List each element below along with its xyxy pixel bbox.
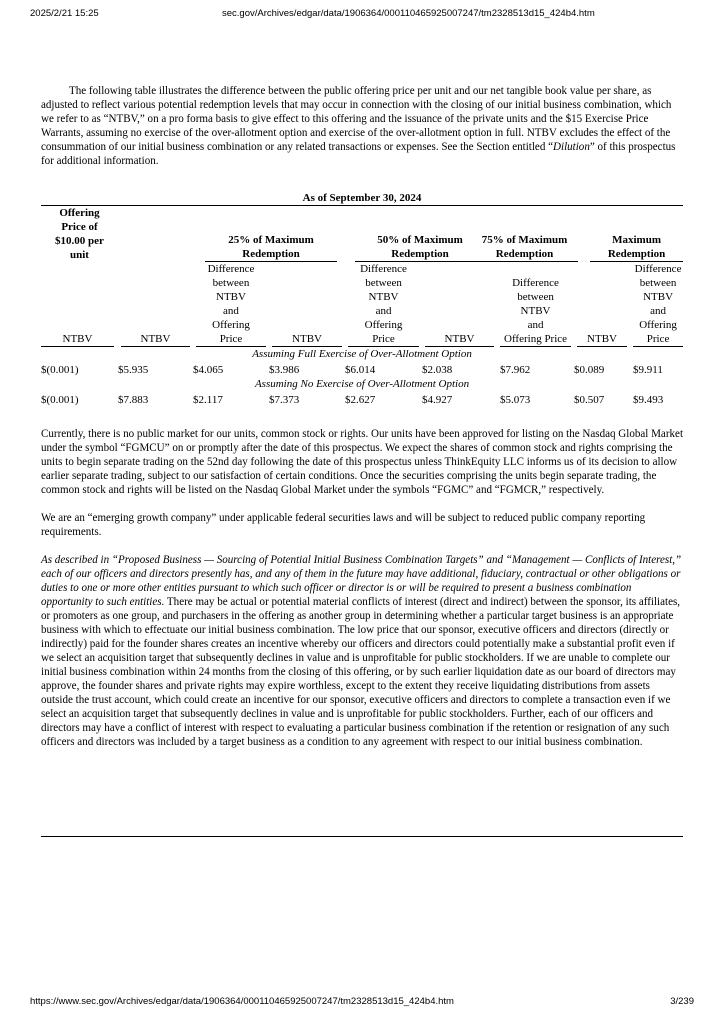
print-url-footer: https://www.sec.gov/Archives/edgar/data/1906364/000110465925007247/tm2328513d15_424b4.htm — [30, 996, 454, 1007]
table-group-header-row — [41, 206, 683, 262]
table-sub-header-row — [41, 262, 683, 347]
dilution-reference: Dilution — [553, 141, 590, 153]
ntbv-table — [41, 206, 683, 407]
table-row: $(0.001) $7.883 $2.117 $7.373 $2.627 $4.927 $5.073 $0.507 $9.493 — [41, 394, 664, 406]
market-paragraph: Currently, there is no public market for our units, common stock or rights. Our units have been approved for listing on the Nasdaq Global Market under the symbol “FGMCU” on or promptly after the date of this prospectus. We expect the shares of common stock and rights comprising the units to begin separate trading on the 52nd day following the date of this prospectus unless ThinkEquity LLC informs us of its decision to allow earlier separate trading, subject to our satisfaction of certain conditions. Once the securities comprising the units begin separate trading, the common stock and rights will be listed on the Nasdaq Global Market under the symbols “FGMC” and “FGMCR,” respectively. — [41, 428, 684, 496]
print-url-header: sec.gov/Archives/edgar/data/1906364/000110465925007247/tm2328513d15_424b4.htm — [222, 8, 595, 19]
print-timestamp: 2025/2/21 15:25 — [30, 8, 99, 19]
col-diff-50: Difference between NTBV and Offering Price — [348, 262, 419, 347]
offering-price-header: Offering Price of $10.00 per unit — [55, 207, 104, 261]
table-row: $(0.001) $5.935 $4.065 $3.986 $6.014 $2.038 $7.962 $0.089 $9.911 — [41, 364, 663, 376]
header-25-redemption: 25% of Maximum Redemption — [205, 233, 337, 262]
document-body — [41, 84, 683, 749]
col-ntbv-max: NTBV — [577, 332, 627, 347]
table-title: As of September 30, 2024 — [302, 192, 422, 204]
conflicts-italic: As described in “Proposed Business — Sourcing of Potential Initial Business Combination Targets” and “Management — Conflicts of Interest,” each of our officers and directors presently has, and any of them in the future may have additional, fiduciary, contractual or other obligations or duties to one or more other entities pursuant to which such officer or director is or will be required to present a business combination opportunity to such entities. — [41, 554, 682, 608]
page-number: 3/239 — [670, 996, 694, 1007]
col-ntbv-50: NTBV — [272, 332, 342, 347]
conflicts-text: There may be actual or potential material conflicts of interest (direct and indirect) between the sponsor, its affiliates, or promoters as one group, and purchasers in the offering as another group in determining whether a particular target business is an appropriate business with which to effectuate our initial business combination. The low price that our sponsor, executive officers and directors (directly or indirectly) paid for the founder shares creates an incentive whereby our officers and directors could potentially make a substantial profit even if we select an acquisition target that subsequently declines in value and is unprofitable for public stockholders. If we are unable to complete our initial business combination within 24 months from the closing of this offering, or by such earlier liquidation date as our board of directors may approve, the founder shares and private rights may expire worthless, except to the extent they receive liquidating distributions from assets outside the trust account, which could create an incentive for our sponsor, executive officers and directors to complete a transaction even if we select an acquisition target that subsequently declines in value and is unprofitable for public stockholders. Further, each of our officers and directors may have a conflict of interest with respect to evaluating a particular business combination if the retention or resignation of any such officers and directors was included by a target business as a condition to any agreement with respect to our initial business combination. — [41, 596, 681, 748]
col-ntbv-offering: NTBV — [41, 332, 114, 347]
conflicts-paragraph — [41, 553, 683, 749]
egc-paragraph: We are an “emerging growth company” under applicable federal securities laws and will be subject to reduced public company reporting requirements. — [41, 512, 646, 538]
col-diff-75: Difference between NTBV and Offering Price — [500, 276, 571, 347]
intro-text-end: ” of this prospectus for additional information. — [41, 141, 676, 167]
intro-text: The following table illustrates the difference between the public offering price per unit and our net tangible book value per share, as adjusted to reflect various potential redemption levels that may occur in connection with the closing of our initial business combination, which we refer to as “NTBV,” on a pro forma basis to give effect to this offering and the issuance of the private units and the $15 Exercise Price Warrants, assuming no exercise of the over-allotment option and exercise of the over-allotment option in full. NTBV excludes the effect of the consummation of our initial business combination or any related transactions or expenses. See the Section entitled “ — [41, 85, 672, 153]
header-50-redemption: 50% of Maximum Redemption — [355, 233, 485, 262]
intro-paragraph — [41, 84, 683, 168]
col-ntbv-25: NTBV — [121, 332, 190, 347]
header-75-redemption: 75% of Maximum Redemption — [471, 233, 578, 262]
header-max-redemption: Maximum Redemption — [590, 233, 683, 262]
page-bottom-rule — [41, 836, 683, 837]
col-diff-25: Difference between NTBV and Offering Price — [196, 262, 266, 347]
note-full-exercise-row: Assuming Full Exercise of Over-Allotment Option — [252, 348, 472, 360]
col-diff-max: Difference between NTBV and Offering Price — [634, 263, 682, 345]
note-no-exercise-row: Assuming No Exercise of Over-Allotment Option — [254, 378, 470, 390]
col-ntbv-75: NTBV — [425, 332, 494, 347]
